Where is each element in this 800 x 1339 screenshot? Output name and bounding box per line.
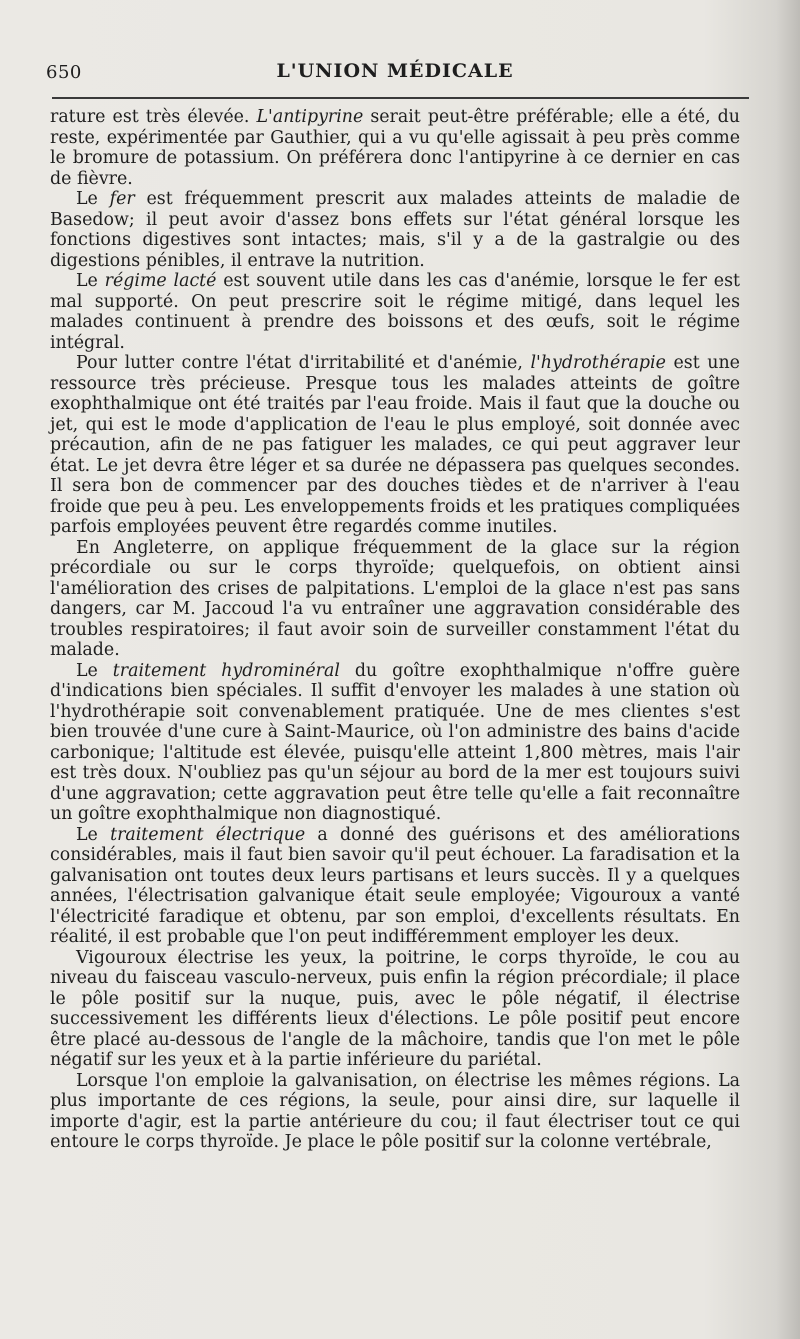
text-run: Le	[76, 271, 105, 291]
text-run: est fréquemment prescrit aux malades atteints de maladie de Basedow; il peut avoir d'assez bons effets sur l'état général lorsque les fonctions digestives sont intactes; mais, s'il y a de la gastralgie ou des digestions pénibles, il entrave la nutrition.	[50, 189, 740, 271]
text-run: Le	[76, 660, 113, 681]
italic-term: L'antipyrine	[256, 107, 364, 127]
italic-term: régime lacté	[104, 271, 217, 291]
paragraph	[50, 353, 740, 538]
paragraph	[50, 189, 740, 271]
paragraph	[50, 825, 740, 948]
italic-term: l'hydrothérapie	[530, 353, 666, 373]
page-number: 650	[46, 62, 82, 83]
text-run: Pour lutter contre l'état d'irritabilité et d'anémie,	[76, 353, 531, 373]
body-text	[50, 107, 740, 1153]
italic-term: traitement hydrominéral	[112, 660, 340, 681]
text-run: du goître exophthalmique n'offre guère d'indications bien spéciales. Il suffit d'envoyer les malades à une station où l'hydrothérapie soit convenablement pratiquée. Une de mes clientes s'est bien trouvée d'une cure à Saint-Maurice, où l'on administre des bains d'acide carbonique; l'altitude est élevée, puisqu'elle atteint 1,800 mètres, mais l'air est très doux. N'oubliez pas qu'un séjour au bord de la mer est toujours suivi d'une aggravation; cette aggravation peut être telle qu'elle a fait reconnaître un goître exophthalmique non diagnostiqué.	[50, 660, 740, 824]
text-run: Le	[76, 189, 110, 209]
paragraph	[50, 661, 740, 825]
paragraph	[50, 538, 740, 661]
text-run: Le	[76, 824, 111, 845]
text-run: serait peut-être préférable; elle a été, du reste, expérimentée par Gauthier, qui a vu qu'elle agissait à peu près comme le bromure de potassium. On préférera donc l'antipyrine à ce dernier en cas de fièvre.	[50, 107, 740, 189]
page-header	[40, 58, 750, 88]
paragraph	[50, 1071, 740, 1153]
text-run: est souvent utile dans les cas d'anémie, lorsque le fer est mal supporté. On peut prescrire soit le régime mitigé, dans lequel les malades continuent à prendre des boissons et des œufs, soit le régime intégral.	[50, 271, 740, 353]
paragraph	[50, 271, 740, 353]
italic-term: traitement électrique	[110, 824, 306, 845]
italic-term: fer	[109, 189, 135, 209]
header-rule	[52, 97, 749, 99]
paragraph	[50, 948, 740, 1071]
running-title: L'UNION MÉDICALE	[276, 60, 514, 82]
paragraph	[50, 107, 740, 189]
text-run: Lorsque l'on emploie la galvanisation, on électrise les mêmes régions. La plus importante de ces régions, la seule, pour ainsi dire, sur laquelle il importe d'agir, est la partie antérieure du cou; il faut électriser tout ce qui entoure le corps thyroïde. Je place le pôle positif sur la colonne vertébrale,	[50, 1070, 740, 1152]
text-run: En Angleterre, on applique fréquemment de la glace sur la région précordiale ou sur le corps thyroïde; quelquefois, on obtient ainsi l'amélioration des crises de palpitations. L'emploi de la glace n'est pas sans dangers, car M. Jaccoud l'a vu entraîner une aggravation considérable des troubles respiratoires; il faut avoir soin de surveiller constamment l'état du malade.	[50, 537, 740, 660]
text-run: rature est très élevée.	[50, 107, 257, 127]
text-run: Vigouroux électrise les yeux, la poitrine, le corps thyroïde, le cou au niveau du faisceau vasculo-nerveux, puis enfin la région précordiale; il place le pôle positif sur la nuque, puis, avec le pôle négatif, il électrise successivement les différents lieux d'élections. Le pôle positif peut encore être placé au-dessous de l'angle de la mâchoire, tandis que l'on met le pôle négatif sur les yeux et à la partie inférieure du pariétal.	[50, 947, 740, 1070]
text-run: a donné des guérisons et des améliorations considérables, mais il faut bien savoir qu'il peut échouer. La faradisation et la galvanisation ont toutes deux leurs partisans et leurs succès. Il y a quelques années, l'électrisation galvanique était seule employée; Vigouroux a vanté l'électricité faradique et obtenu, par son emploi, d'excellents résultats. En réalité, il est probable que l'on peut indifféremment employer les deux.	[50, 824, 740, 947]
text-run: est une ressource très précieuse. Presque tous les malades atteints de goître exophthalmique ont été traités par l'eau froide. Mais il faut que la douche ou jet, qui est le mode d'application de l'eau le plus employé, soit donnée avec précaution, afin de ne pas fatiguer les malades, ce qui peut aggraver leur état. Le jet devra être léger et sa durée ne dépassera pas quelques secondes. Il sera bon de commencer par des douches tièdes et de n'arriver à l'eau froide que peu à peu. Les enveloppements froids et les pratiques compliquées parfois employées peuvent être regardés comme inutiles.	[50, 353, 740, 537]
